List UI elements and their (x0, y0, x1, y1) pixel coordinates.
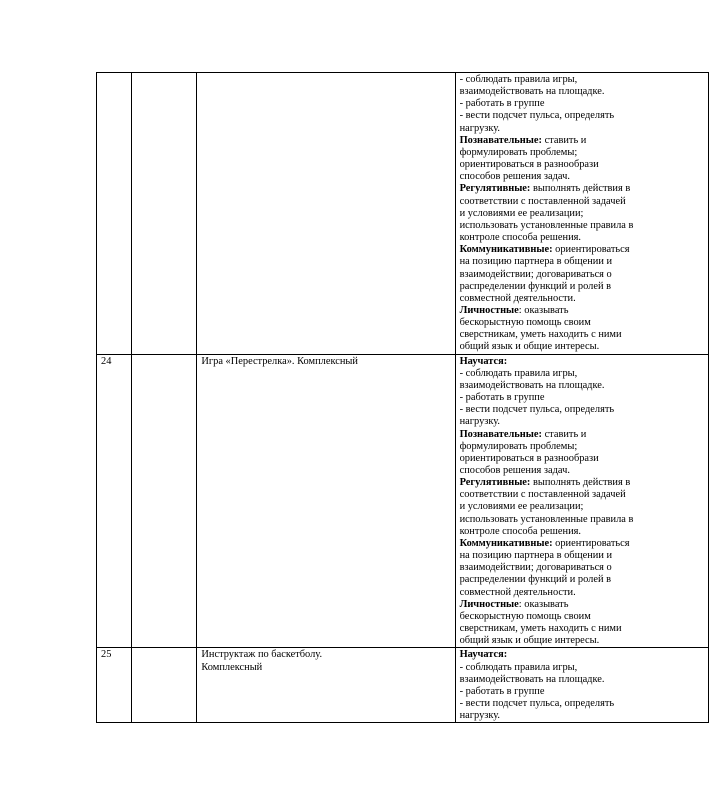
lesson-plan-table (96, 72, 709, 723)
outcome-line: формулировать проблемы; (459, 146, 578, 158)
lesson-number-cell (97, 73, 132, 355)
outcome-heading-line (460, 135, 705, 147)
outcome-heading-line (460, 429, 705, 441)
outcome-category: Коммуникативные: (459, 244, 553, 256)
outcome-line: и условиями ее реализации; (459, 501, 584, 513)
outcome-line: взаимодействовать на площадке. (459, 673, 605, 685)
outcome-line: ориентироваться в разнообрази (459, 159, 599, 171)
outcomes-cell (455, 73, 708, 355)
outcome-text: : оказывать (518, 304, 569, 316)
lesson-number: 25 (101, 649, 112, 661)
outcome-line: использовать установленные правила в (459, 513, 634, 525)
table-row (97, 354, 709, 648)
outcome-text: ставить и (541, 134, 587, 146)
outcome-line: формулировать проблемы; (459, 440, 578, 452)
lesson-number: 24 (101, 355, 112, 367)
outcome-line: общий язык и общие интересы. (459, 341, 600, 353)
date-cell (131, 354, 197, 648)
outcome-line: соответствии с поставленной задачей (459, 195, 626, 207)
outcome-line: на позицию партнера в общении и (459, 550, 613, 562)
outcome-category: Личностные (459, 598, 519, 610)
outcome-category: Научатся: (459, 355, 508, 367)
outcome-heading-line (460, 599, 705, 611)
outcome-line: - работать в группе (459, 685, 545, 697)
outcome-category: Познавательные: (459, 428, 542, 440)
outcome-line: соответствии с поставленной задачей (459, 489, 626, 501)
outcome-category: Коммуникативные: (459, 537, 553, 549)
outcome-line: - вести подсчет пульса, определять (459, 110, 615, 122)
outcome-heading-line (460, 356, 705, 368)
outcome-line: способов решения задач. (459, 171, 570, 183)
outcome-line: распределении функций и ролей в (459, 574, 612, 586)
outcome-line: - работать в группе (459, 392, 545, 404)
outcome-line: - соблюдать правила игры, (459, 661, 578, 673)
outcome-line: взаимодействии; договариваться о (459, 268, 612, 280)
outcome-text: выполнять действия в (530, 183, 631, 195)
outcome-line: взаимодействовать на площадке. (459, 86, 605, 98)
lesson-number-cell (97, 648, 132, 723)
outcome-line: сверстникам, уметь находить с ними (459, 329, 622, 341)
outcome-heading-line (460, 305, 705, 317)
outcome-heading-line (460, 649, 705, 661)
table-row (97, 648, 709, 723)
outcome-text: выполнять действия в (530, 477, 631, 489)
outcome-category: Регулятивные: (459, 183, 531, 195)
outcome-heading-line (460, 244, 705, 256)
outcome-line: - вести подсчет пульса, определять (459, 697, 615, 709)
outcome-line: и условиями ее реализации; (459, 207, 584, 219)
outcome-line: ориентироваться в разнообрази (459, 452, 599, 464)
outcome-line: контроле способа решения. (459, 232, 582, 244)
outcome-line: общий язык и общие интересы. (459, 635, 600, 647)
outcome-category: Личностные (459, 304, 519, 316)
outcome-category: Научатся: (459, 649, 508, 661)
outcome-line: бескорыстную помощь своим (459, 610, 591, 622)
outcome-line: способов решения задач. (459, 465, 570, 476)
outcome-line: - работать в группе (459, 98, 545, 110)
outcome-line: использовать установленные правила в (459, 219, 634, 231)
outcome-line: совместной деятельности. (459, 292, 576, 304)
outcome-line: взаимодействии; договариваться о (459, 562, 612, 574)
outcome-line: нагрузку. (459, 122, 501, 134)
outcome-text: : оказывать (518, 598, 569, 610)
outcome-text: ставить и (541, 428, 587, 440)
outcome-line: нагрузку. (459, 710, 501, 722)
outcome-line: - вести подсчет пульса, определять (459, 404, 615, 416)
outcome-heading-line (460, 538, 705, 550)
table-body (97, 73, 709, 723)
outcome-line: сверстникам, уметь находить с ними (459, 623, 622, 635)
outcome-heading-line (460, 183, 705, 195)
outcome-line: - соблюдать правила игры, (459, 367, 578, 379)
outcome-heading-line (460, 477, 705, 489)
outcome-line: взаимодействовать на площадке. (459, 379, 605, 391)
outcome-category: Познавательные: (459, 134, 542, 146)
outcome-line: - соблюдать правила игры, (459, 74, 578, 85)
outcomes-cell (455, 648, 708, 723)
table-row (97, 73, 709, 355)
outcome-line: совместной деятельности. (459, 586, 576, 598)
topic-cell (197, 73, 455, 355)
date-cell (131, 648, 197, 723)
outcome-line: бескорыстную помощь своим (459, 317, 591, 329)
outcome-line: нагрузку. (459, 416, 501, 428)
outcome-category: Регулятивные: (459, 477, 531, 489)
lesson-number-cell (97, 354, 132, 648)
outcome-line: распределении функций и ролей в (459, 280, 612, 292)
date-cell (131, 73, 197, 355)
outcome-line: контроле способа решения. (459, 525, 582, 537)
topic-line: Инструктаж по баскетболу. (201, 649, 323, 661)
outcome-text: ориентироваться (552, 244, 630, 256)
topic-cell (197, 354, 455, 648)
outcomes-cell (455, 354, 708, 648)
topic-line: Игра «Перестрелка». Комплексный (201, 355, 358, 367)
outcome-text: ориентироваться (552, 537, 630, 549)
topic-line: Комплексный (201, 661, 263, 673)
topic-cell (197, 648, 455, 723)
outcome-line: на позицию партнера в общении и (459, 256, 613, 268)
